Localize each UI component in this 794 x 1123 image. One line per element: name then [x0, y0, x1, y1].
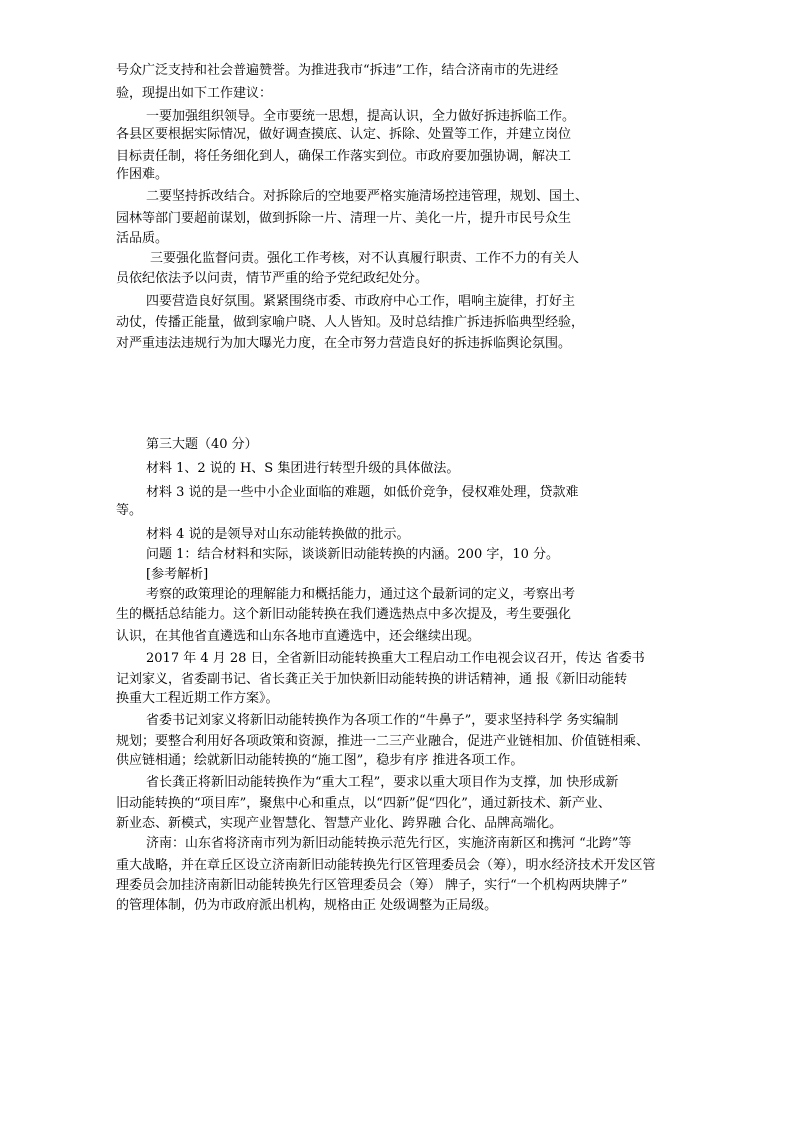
- paragraph-line: 新业态、新模式，实现产业智慧化、智慧产业化、跨界融 合化、品牌高端化。: [116, 816, 563, 831]
- paragraph-line: 员依纪依法予以问责，情节严重的给予党纪政纪处分。: [116, 271, 429, 286]
- paragraph-line: 问题 1：结合材料和实际，谈谈新旧动能转换的内涵。200 字，10 分。: [146, 547, 560, 562]
- reference-heading: [参考解析]: [146, 567, 209, 582]
- paragraph-line: 供应链相通；绘就新旧动能转换的“施工图”，稳步有序 推进各项工作。: [116, 753, 524, 768]
- paragraph-line: 认识，在其他省直遴选和山东各地市直遴选中，还会继续出现。: [116, 629, 481, 644]
- paragraph-line: 2017 年 4 月 28 日，全省新旧动能转换重大工程启动工作电视会议召开，传达 省委书: [146, 651, 645, 666]
- paragraph-line: 动仗，传播正能量，做到家喻户晓、人人皆知。及时总结推广拆违拆临典型经验，: [116, 315, 585, 330]
- paragraph-line: 验，现提出如下工作建议：: [116, 86, 273, 101]
- paragraph-line: 重大战略，并在章丘区设立济南新旧动能转换先行区管理委员会（筹），明水经济技术开发区管: [116, 858, 656, 873]
- paragraph-line: 作困难。: [116, 167, 169, 182]
- paragraph-line: 号众广泛支持和社会普遍赞誉。为推进我市“拆违”工作，结合济南市的先进经: [116, 63, 559, 78]
- paragraph-line: 对严重违法违规行为加大曝光力度，在全市努力营造良好的拆违拆临舆论氛围。: [116, 336, 572, 351]
- paragraph-line: 园林等部门要超前谋划，做到拆除一片、清理一片、美化一片，提升市民号众生: [116, 211, 572, 226]
- paragraph-line: 记刘家义，省委副书记、省长龚正关于加快新旧动能转换的讲话精神，通 报《新旧动能转: [116, 672, 628, 687]
- paragraph-line: 材料 1、2 说的 H、S 集团进行转型升级的具体做法。: [146, 461, 460, 476]
- paragraph-line: 旧动能转换的“项目库”，聚焦中心和重点，以“四新”促“四化”，通过新技术、新产业、: [116, 796, 611, 811]
- paragraph-line: 三要强化监督问责。强化工作考核，对不认真履行职责、工作不力的有关人: [150, 251, 580, 266]
- paragraph-line: 一要加强组织领导。全市要统一思想，提高认识，全力做好拆违拆临工作。: [146, 109, 576, 124]
- paragraph-line: 换重大工程近期工作方案》。: [116, 691, 279, 706]
- paragraph-line: 活品质。: [116, 231, 169, 246]
- paragraph-line: 材料 4 说的是领导对山东动能转换做的批示。: [146, 527, 410, 542]
- paragraph-line: 目标责任制，将任务细化到人，确保工作落实到位。市政府要加强协调，解决工: [116, 149, 572, 164]
- paragraph-line: 理委员会加挂济南新旧动能转换先行区管理委员会（筹） 牌子，实行“一个机构两块牌子”: [116, 878, 628, 893]
- paragraph-line: 省长龚正将新旧动能转换作为“重大工程”，要求以重大项目作为支撑，加 快形成新: [146, 775, 619, 790]
- paragraph-line: 材料 3 说的是一些中小企业面临的难题，如低价竞争，侵权难处理，贷款难: [146, 485, 579, 500]
- question-heading: 第三大题（40 分）: [146, 437, 258, 452]
- paragraph-line: 生的概括总结能力。这个新旧动能转换在我们遴选热点中多次提及，考生要强化: [116, 607, 572, 622]
- paragraph-line: 二要坚持拆改结合。对拆除后的空地要严格实施清场控违管理，规划、国土、: [146, 189, 589, 204]
- paragraph-line: 考察的政策理论的理解能力和概括能力，通过这个最新词的定义，考察出考: [146, 587, 576, 602]
- paragraph-line: 规划；要整合利用好各项政策和资源，推进一二三产业融合，促进产业链相加、价值链相乘、: [116, 734, 650, 749]
- paragraph-line: 等。: [116, 503, 143, 518]
- paragraph-line: 各县区要根据实际情况，做好调查摸底、认定、拆除、处置等工作，并建立岗位: [116, 127, 572, 142]
- paragraph-line: 四要营造良好氛围。紧紧围绕市委、市政府中心工作，唱响主旋律，打好主: [146, 294, 576, 309]
- paragraph-line: 省委书记刘家义将新旧动能转换作为各项工作的“牛鼻子”，要求坚持科学 务实编制: [146, 713, 619, 728]
- paragraph-line: 的管理体制，仍为市政府派出机构，规格由正 处级调整为正局级。: [116, 898, 498, 913]
- paragraph-line: 济南：山东省将济南市列为新旧动能转换示范先行区，实施济南新区和携河 “北跨”等: [146, 836, 632, 851]
